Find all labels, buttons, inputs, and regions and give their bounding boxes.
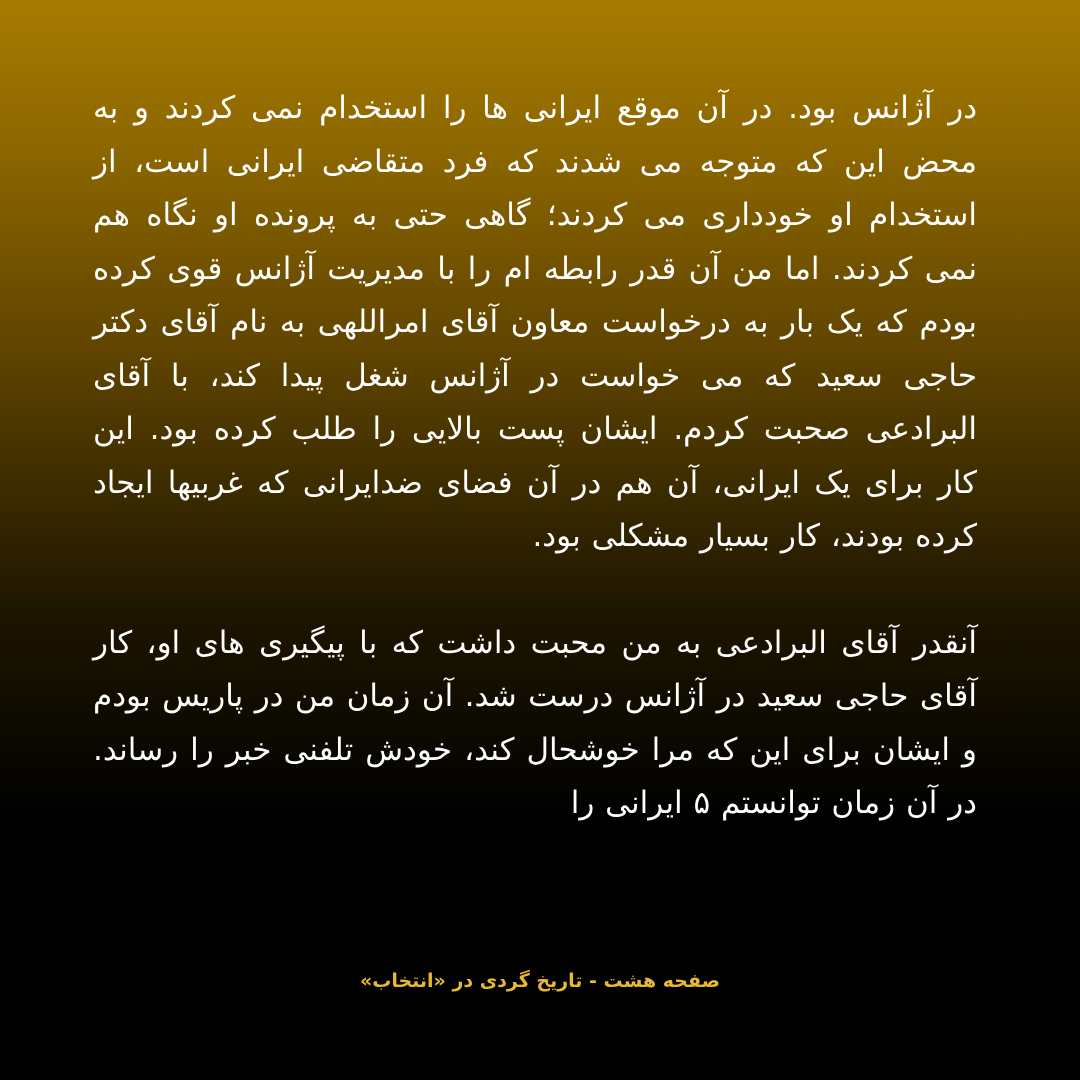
paragraph-1: در آژانس بود. در آن موقع ایرانی ها را استخدام نمی کردند و به محض این که متوجه می شدند که فرد متقاضی ایرانی است، از استخدام او خودداری می کردند؛ گاهی حتی به پرونده او نگاه هم نمی کردند. اما من آن قدر رابطه ام را با مدیریت آژانس قوی کرده بودم که یک بار به درخواست معاون آقای امراللهی به نام آقای دکتر حاجی سعید که می خواست در آژانس شغل پیدا کند، با آقای البرادعی صحبت کردم. ایشان پست بالایی را طلب کرده بود. این کار برای یک ایرانی، آن هم در آن فضای ضدایرانی که غربیها ایجاد کرده بودند، کار بسیار مشکلی بود.	[93, 90, 977, 554]
paragraph-2: آنقدر آقای البرادعی به من محبت داشت که با پیگیری های او، کار آقای حاجی سعید در آژانس درست شد. آن زمان من در پاریس بودم و ایشان برای این که مرا خوشحال کند، خودش تلفنی خبر را رساند. در آن زمان توانستم ۵ ایرانی را	[93, 624, 977, 821]
article-body	[93, 82, 977, 831]
page-caption: صفحه هشت - تاریخ گردی در «انتخاب»	[359, 970, 721, 992]
